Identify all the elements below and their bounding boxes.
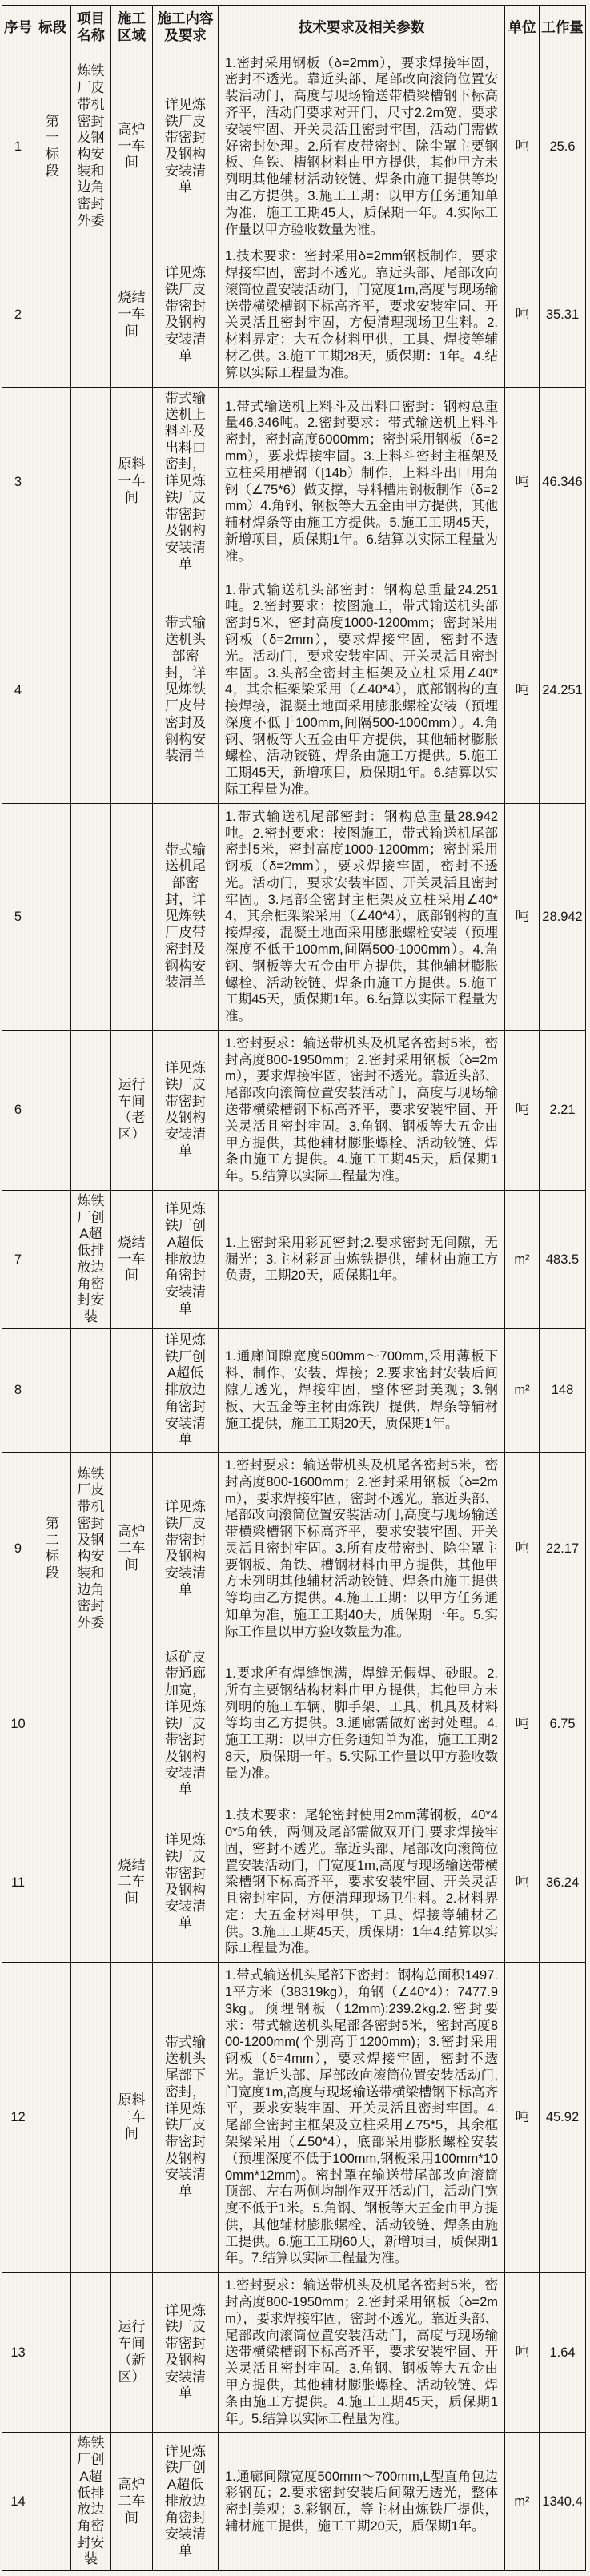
cell-seq: 10: [2, 1646, 34, 1802]
table-row: [2, 387, 586, 577]
cell-tech: 1.通廊间隙宽度500mm～700mm,采用薄板下料、制作、安装、焊接；2.要求密封安装后间隙无透光，焊接牢固，整体密封美观；3.钢板、大五金等主材由炼铁厂提供，焊条等辅材施工提供，施工工期20天，质保期1年。: [219, 1328, 505, 1452]
cell-seq: 3: [2, 387, 34, 577]
header-tech: 技术要求及相关参数: [219, 6, 505, 50]
cell-seq: 4: [2, 577, 34, 803]
cell-project: [71, 1802, 111, 1963]
cell-section: [34, 1802, 71, 1963]
cell-area: 高炉二车间: [111, 1452, 153, 1646]
cell-section: [34, 803, 71, 1030]
cell-seq: 6: [2, 1030, 34, 1190]
cell-section: [34, 1963, 71, 2273]
cell-section: [34, 1328, 71, 1452]
cell-unit: 吨: [505, 387, 540, 577]
cell-area: [111, 577, 153, 803]
cell-project: [71, 803, 111, 1030]
table-row: [2, 577, 586, 803]
cell-unit: 吨: [505, 1452, 540, 1646]
cell-project: [71, 577, 111, 803]
cell-content: 详见炼铁厂创A超低排放边角密封安装清单: [153, 1328, 219, 1452]
cell-workload: 22.17: [540, 1452, 586, 1646]
cell-tech: 1.密封要求：输送带机头及机尾各密封5米，密封高度800-1950mm；2.密封采用钢板（δ=2mm），要求焊接牢固，密封不透光。靠近头部、尾部改向滚筒位置安装活动门，高度与现场输送带横梁槽钢下标高齐平，要求安装牢固、开关灵活且密封牢固。3.角钢、钢板等大五金由甲方提供，其他辅材膨胀螺栓、活动铰链、焊条由施工方提供。4.施工工期45天，质保期1年。5.结算以实际工程量为准。: [219, 1030, 505, 1190]
cell-project: [71, 243, 111, 387]
cell-tech: 1.密封要求：输送带机头及机尾各密封5米，密封高度800-1600mm；2.密封采用钢板（δ=2mm），要求焊接牢固，密封不透光。靠近头部、尾部改向滚筒位置安装活动门,高度与现场输送带横梁槽钢下标高齐平，要求安装牢固、开关灵活且密封牢固。3.所有皮带密封、除尘罩主要钢板、角铁、槽钢材料由甲方提供，其他甲方未列明其他辅材活动铰链、焊条由施工提供等均由乙方提供。4.施工工期：以甲方任务通知单为准，施工工期40天，质保期一年。5.实际工作量以甲方验收数量为准。: [219, 1452, 505, 1646]
cell-area: 原料一车间: [111, 387, 153, 577]
cell-workload: 24.251: [540, 577, 586, 803]
cell-area: [111, 803, 153, 1030]
table-row: [2, 243, 586, 387]
header-unit: 单位: [505, 6, 540, 50]
cell-content: 返矿皮带通廊加宽，详见炼铁厂皮带密封及钢构安装清单: [153, 1646, 219, 1802]
header-project: 项目名称: [71, 6, 111, 50]
table-row: [2, 50, 586, 243]
cell-tech: 1.通廊间隙宽度500mm～700mm,L型直角包边彩钢瓦；2.要求密封安装后间隙无透光，整体密封美观；3.彩钢瓦，等主材由炼铁厂提供，辅材施工提供，施工工期20天，质保期1年。: [219, 2433, 505, 2571]
cell-project: [71, 1030, 111, 1190]
cell-workload: 25.6: [540, 50, 586, 243]
cell-project: [71, 1963, 111, 2273]
cell-unit: 吨: [505, 1646, 540, 1802]
cell-seq: 7: [2, 1190, 34, 1328]
cell-tech: 1.带式输送机头部密封：钢构总重量24.251吨。2.密封要求：按图施工，带式输送机头部密封5米，密封高度1000-1200mm；密封采用钢板（δ=2mm），要求焊接牢固，密封不透光。活动门，要求安装牢固、开关灵活且密封牢固。3.头部全密封主框架及立柱采用∠40*4，其余框架梁采用（∠40*4），底部钢构的直接焊接，混凝土地面采用膨胀螺栓安装（预埋深度不低于100mm,间隔500-1000mm）。4.角钢、钢板等大五金由甲方提供，其他辅材膨胀螺栓、活动铰链、焊条由施工方提供。5.施工工期45天，新增项目，质保期1年。6.结算以实际工程量为准。: [219, 577, 505, 803]
cell-unit: 吨: [505, 577, 540, 803]
cell-unit: 吨: [505, 1802, 540, 1963]
cell-seq: 13: [2, 2273, 34, 2433]
table-row: [2, 1963, 586, 2273]
cell-unit: 吨: [505, 2273, 540, 2433]
cell-section: [34, 2273, 71, 2433]
cell-area: 烧结二车间: [111, 1802, 153, 1963]
cell-unit: m²: [505, 1190, 540, 1328]
cell-section: 第二标段: [34, 1452, 71, 1646]
table-row: [2, 1452, 586, 1646]
table-row: [2, 1802, 586, 1963]
cell-section: [34, 577, 71, 803]
cell-area: 运行车间（老区）: [111, 1030, 153, 1190]
cell-content: 带式输送机上料斗及出料口密封，详见炼铁厂皮带密封及钢构安装清单: [153, 387, 219, 577]
cell-tech: 1.技术要求：尾轮密封使用2mm薄钢板，40*40*5角铁，两侧及尾部需做双开门,要求焊接牢固，密封不透光。靠近头部、尾部改向滚筒位置安装活动门，门宽度1m,高度与现场输送带横梁槽钢下标高齐平，要求安装牢固、开关灵活且密封牢固，方便清理现场卫生料。2.材料界定：大五金材料甲供，工具、焊接等辅材乙供。3.施工工期45天，质保期：1年4.结算以实际工程量为准。: [219, 1802, 505, 1963]
cell-section: 第一标段: [34, 50, 71, 243]
cell-area: 运行车间（新区）: [111, 2273, 153, 2433]
cell-content: 详见炼铁厂皮带密封及钢构安装清单: [153, 1802, 219, 1963]
cell-section: [34, 1646, 71, 1802]
cell-seq: 9: [2, 1452, 34, 1646]
cell-area: 烧结一车间: [111, 1190, 153, 1328]
cell-seq: 5: [2, 803, 34, 1030]
cell-project: 炼铁厂皮带机密封及钢构安装和边角密封外委: [71, 1452, 111, 1646]
cell-content: 详见炼铁厂皮带密封及钢构安装清单: [153, 1030, 219, 1190]
table-row: [2, 2433, 586, 2571]
cell-seq: 12: [2, 1963, 34, 2273]
cell-tech: 1.带式输送机上料斗及出料口密封：钢构总重量46.346吨。2.密封要求：带式输送机上料斗密封，密封高度6000mm；密封采用钢板（δ=2mm），要求焊接牢固。3.上料斗密封主框架及立柱采用槽钢（[14b）制作，上料斗出口用角钢（∠75*6）做支撑，导料槽用钢板制作（δ=2mm）4.角钢、钢板等大五金由甲方提供，其他辅材焊条等由施工方提供。5.施工工期45天，新增项目，质保期1年。6.结算以实际工程量为准。: [219, 387, 505, 577]
cell-seq: 14: [2, 2433, 34, 2571]
table-body: [2, 50, 586, 2570]
cell-content: 带式输送机尾部密封，详见炼铁厂皮带密封及钢构安装清单: [153, 803, 219, 1030]
cell-area: 烧结一车间: [111, 243, 153, 387]
header-area: 施工区域: [111, 6, 153, 50]
table-row: [2, 1646, 586, 1802]
cell-content: 带式输送机头部密封，详见炼铁厂皮带密封及钢构安装清单: [153, 577, 219, 803]
cell-content: 详见炼铁厂创A超低排放边角密封安装清单: [153, 1190, 219, 1328]
cell-content: 带式输送机头尾部下密封，详见炼铁厂皮带密封及钢构安装清单: [153, 1963, 219, 2273]
cell-area: [111, 1328, 153, 1452]
cell-area: 高炉一车间: [111, 50, 153, 243]
cell-tech: 1.带式输送机尾部密封：钢构总重量28.942吨。2.密封要求：按图施工，带式输送机尾部密封5米，密封高度1000-1200mm；密封采用钢板（δ=2mm），要求焊接牢固，密封不透光。活动门，要求安装牢固、开关灵活且密封牢固。3.尾部全密封主框架及立柱采用∠40*4，其余框架梁采用（∠40*4），底部钢构的直接焊接，混凝土地面采用膨胀螺栓安装（预埋深度不低于100mm,间隔500-1000mm）。4.角钢、钢板等大五金由甲方提供，其他辅材膨胀螺栓、活动铰链、焊条由施工方提供。5.施工工期45天，质保期1年。6.结算以实际工程量为准。: [219, 803, 505, 1030]
cell-section: [34, 1030, 71, 1190]
cell-area: [111, 1646, 153, 1802]
cell-project: [71, 1646, 111, 1802]
cell-seq: 11: [2, 1802, 34, 1963]
table-row: [2, 1030, 586, 1190]
cell-section: [34, 243, 71, 387]
cell-section: [34, 387, 71, 577]
cell-workload: 1340.4: [540, 2433, 586, 2571]
cell-content: 详见炼铁厂皮带密封及钢构安装清单: [153, 243, 219, 387]
header-workload: 工作量: [540, 6, 586, 50]
cell-seq: 1: [2, 50, 34, 243]
table-header: [2, 6, 586, 50]
cell-content: 详见炼铁厂皮带密封及钢构安装清单: [153, 1452, 219, 1646]
cell-area: 高炉二车间: [111, 2433, 153, 2571]
cell-unit: 吨: [505, 803, 540, 1030]
header-seq: 序号: [2, 6, 34, 50]
cell-tech: 1.带式输送机头尾部下密封：钢构总面积1497.1平方米（38319kg），角钢（∠40*4）：7477.93kg。预埋钢板（12mm):239.2kg.2.密封要求：带式输送机头尾部各密封5米，密封高度800-1200mm(个别高于1200mm)；3.密封采用钢板（δ=4mm），要求焊接牢固，密封不透光。靠近头部、尾部改向滚筒位置安装活动门,门宽度1m,高度与现场输送带横梁槽钢下标高齐平，要求安装牢固、开关灵活且密封牢固。4.尾部全密封主框架及立柱采用∠75*5，其余框架梁采用（∠50*4），底部采用膨胀螺栓安装（预埋深度不低于100mm,钢板采用100mm*100mm*12mm)。密封罩在输送带尾部改向滚筒顶部、左右两侧均制作双开活动门，活动门宽度不低于1米。5.角钢、钢板等大五金由甲方提供，其他辅材膨胀螺栓、活动铰链、焊条由施工提供。6.施工工期60天，新增项目，质保期1年。7.结算以实际工程量为准。: [219, 1963, 505, 2273]
table-row: [2, 1328, 586, 1452]
cell-tech: 1.密封要求：输送带机头及机尾各密封5米，密封高度800-1950mm；2.密封采用钢板（δ=2mm），要求焊接牢固，密封不透光。靠近头部、尾部改向滚筒位置安装活动门，高度与现场输送带横梁槽钢下标高齐平，要求安装牢固、开关灵活且密封牢固。3.角钢、钢板等大五金由甲方提供，其他辅材膨胀螺栓、活动铰链、焊条由施工方提供。4.施工工期45天，质保期1年。5.结算以实际工程量为准。: [219, 2273, 505, 2433]
cell-tech: 1.技术要求：密封采用δ=2mm钢板制作，要求焊接牢固，密封不透光。靠近头部、尾部改向滚筒位置安装活动门，门宽度1m,高度与现场输送带横梁槽钢下标高齐平，要求安装牢固、开关灵活且密封牢固，方便清理现场卫生料。2.材料界定：大五金材料甲供，工具、焊接等辅材乙供。3.施工工期28天，质保期：1年。4.结算以实际工程量为准。: [219, 243, 505, 387]
table-row: [2, 2273, 586, 2433]
cell-project: 炼铁厂皮带机密封及钢构安装和边角密封外委: [71, 50, 111, 243]
cell-unit: 吨: [505, 50, 540, 243]
header-section: 标段: [34, 6, 71, 50]
cell-project: 炼铁厂创A超低排放边角密封安装: [71, 2433, 111, 2571]
cell-content: 详见炼铁厂创A超低排放边角密封安装清单: [153, 2433, 219, 2571]
cell-workload: 1.64: [540, 2273, 586, 2433]
cell-unit: m²: [505, 2433, 540, 2571]
cell-workload: 28.942: [540, 803, 586, 1030]
cell-unit: 吨: [505, 1030, 540, 1190]
cell-seq: 2: [2, 243, 34, 387]
cell-workload: 35.31: [540, 243, 586, 387]
cell-unit: 吨: [505, 1963, 540, 2273]
cell-unit: m²: [505, 1328, 540, 1452]
cell-content: 详见炼铁厂皮带密封及钢构安装清单: [153, 2273, 219, 2433]
cell-area: 原料二车间: [111, 1963, 153, 2273]
cell-project: [71, 387, 111, 577]
table-row: [2, 1190, 586, 1328]
cell-content: 详见炼铁厂皮带密封及钢构安装清单: [153, 50, 219, 243]
table-row: [2, 803, 586, 1030]
cell-tech: 1.上密封采用彩瓦密封;2.要求密封无间隙，无漏光；3.主材彩瓦由炼铁提供，辅材由施工方负责，工期20天，质保期1年。: [219, 1190, 505, 1328]
cell-workload: 46.346: [540, 387, 586, 577]
cell-tech: 1.要求所有焊缝饱满，焊缝无假焊、砂眼。2.所有主要钢结构材料由甲方提供，其他甲方未列明的施工车辆、脚手架、工具、机具及材料等均由乙方提供。3.通廊需做好密封处理。4.施工工期：以甲方任务通知单为准，施工工期28天，质保期一年。5.实际工作量以甲方验收数量为准。: [219, 1646, 505, 1802]
cell-tech: 1.密封采用钢板（δ=2mm），要求焊接牢固，密封不透光。靠近头部、尾部改向滚筒位置安装活动门，高度与现场输送带横梁槽钢下标高齐平，活动门要求对开门，尺寸2.2m宽，要求安装牢固、开关灵活且密封牢固，活动门需做好密封处理。2.所有皮带密封、除尘罩主要钢板、角铁、槽钢材料由甲方提供，其他甲方未列明其他辅材活动铰链、焊条由施工提供等均由乙方提供。3.施工工期：以甲方任务通知单为准，施工工期45天，质保期一年。4.实际工作量以甲方验收数量为准。: [219, 50, 505, 243]
header-content: 施工内容及要求: [153, 6, 219, 50]
cell-workload: 148: [540, 1328, 586, 1452]
cell-workload: 6.75: [540, 1646, 586, 1802]
header-row: [2, 6, 586, 50]
cell-section: [34, 1190, 71, 1328]
cell-workload: 45.92: [540, 1963, 586, 2273]
cell-unit: 吨: [505, 243, 540, 387]
cell-seq: 8: [2, 1328, 34, 1452]
cell-workload: 483.5: [540, 1190, 586, 1328]
cell-project: 炼铁厂创A超低排放边角密封安装: [71, 1190, 111, 1328]
cell-workload: 36.24: [540, 1802, 586, 1963]
cell-project: [71, 1328, 111, 1452]
construction-spec-table: [2, 5, 586, 2571]
cell-project: [71, 2273, 111, 2433]
cell-section: [34, 2433, 71, 2571]
cell-workload: 2.21: [540, 1030, 586, 1190]
